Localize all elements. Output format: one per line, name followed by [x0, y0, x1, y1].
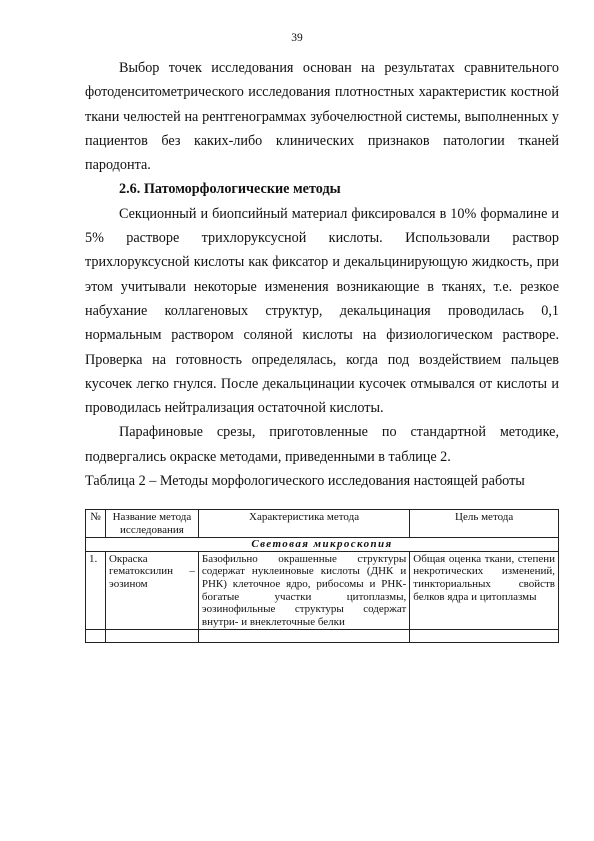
- paragraph-paraffin-sections: Парафиновые срезы, приготовленные по стандартной методике, подвергались окраске методами, приведенными в таблице 2.: [85, 424, 559, 465]
- page-body: [85, 56, 559, 493]
- section-light-microscopy: Световая микроскопия: [86, 538, 559, 552]
- table-caption: Таблица 2 – Методы морфологического исследования настоящей работы: [85, 473, 525, 490]
- cell-method-name: Окраска гематоксилин – эозином: [105, 551, 198, 630]
- cell-number: 1.: [86, 551, 106, 630]
- cell-characteristic: Базофильно окрашенные структуры содержат нуклеиновые кислоты (ДНК и РНК) клеточное ядро, рибосомы и РНК-богатые участки цитоплазмы, эозинофильные структуры содержат внутри- и внеклеточные белки: [198, 551, 409, 630]
- header-number: №: [86, 510, 106, 538]
- cell-purpose: Общая оценка ткани, степени некротических изменений, тинкториальных свойств белков ядра и цитоплазмы: [410, 551, 559, 630]
- table-row: [86, 551, 559, 630]
- paragraph-point-selection: Выбор точек исследования основан на результатах сравнительного фотоденситометрического исследования плотностных характеристик костной ткани челюстей на рентгенограммах зубочелюстной системы, выполненных у пациентов без каких-либо клинических признаков патологии тканей пародонта.: [85, 60, 559, 174]
- paragraph-fixation: Секционный и биопсийный материал фиксировался в 10% формалине и 5% растворе трихлоруксусной кислоты. Использовали раствор трихлоруксусной кислоты как фиксатор и декальцинирующую жидкость, при этом учитывали некоторые изменения возникающие в тканях, т.е. резкое набухание коллагеновых структур, декальцинация проводилась 0,1 нормальным раствором соляной кислоты на физиологическом растворе. Проверка на готовность определялась, когда под воздействием пальцев кусочек легко гнулся. После декальцинации кусочек отмывался от кислоты и проводилась нейтрализация остаточной кислоты.: [85, 205, 559, 417]
- table-header-row: [86, 510, 559, 538]
- cell-empty: [198, 630, 409, 643]
- header-purpose: Цель метода: [410, 510, 559, 538]
- methods-table: [85, 509, 559, 643]
- page-number: 39: [291, 32, 303, 44]
- cell-empty: [105, 630, 198, 643]
- table-section-row: [86, 538, 559, 552]
- header-method-name: Название метода исследования: [105, 510, 198, 538]
- cell-empty: [86, 630, 106, 643]
- header-characteristic: Характеристика метода: [198, 510, 409, 538]
- table-row-empty: [86, 630, 559, 643]
- cell-empty: [410, 630, 559, 643]
- section-heading: 2.6. Патоморфологические методы: [119, 181, 341, 198]
